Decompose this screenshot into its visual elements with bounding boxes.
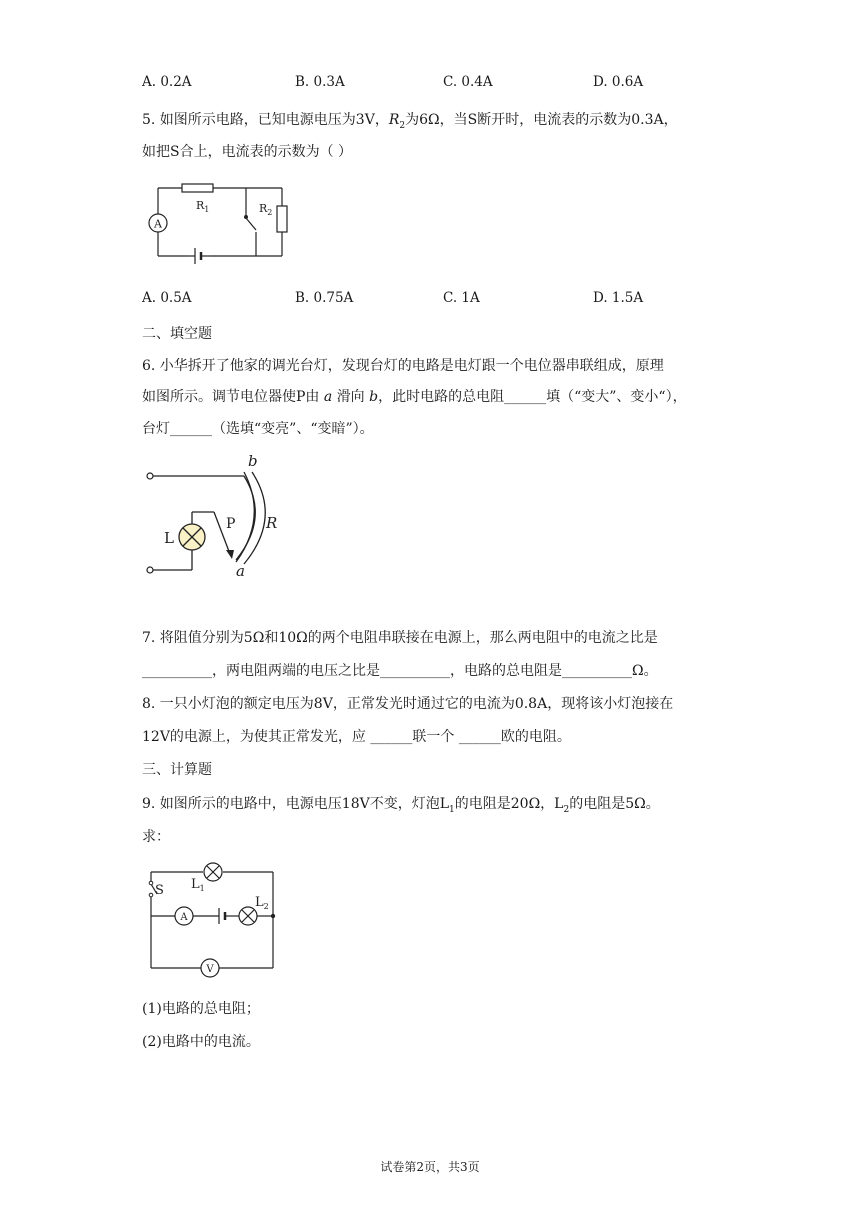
q5-option-c: C. 1A [443, 290, 480, 306]
terminal-b-label: b [248, 452, 258, 470]
q4-option-d: D. 0.6A [593, 74, 644, 90]
switch-pivot [244, 215, 248, 219]
q6-dimmer-circuit-diagram [140, 450, 300, 582]
q9-subquestion-2: (2)电路中的电流。 [142, 1034, 260, 1050]
q4-option-a: A. 0.2A [142, 74, 192, 90]
terminal-a-label: a [236, 562, 245, 580]
q7-question-line2: __________，两电阻两端的电压之比是__________，电路的总电阻是__________Ω。 [142, 663, 658, 679]
q4-option-c: C. 0.4A [443, 74, 493, 90]
q9-circuit-diagram [143, 858, 283, 978]
q8-question-line2: 12V的电源上，为使其正常发光，应 ______联一个 ______欧的电阻。 [142, 729, 571, 745]
l1-label: $L_1$ [191, 877, 205, 893]
q6-question-line1: 6. 小华拆开了他家的调光台灯，发现台灯的电路是电灯跟一个电位器串联组成，原理 [142, 358, 664, 374]
page-footer: 试卷第2页，共3页 [380, 1160, 480, 1174]
voltmeter-label: V [206, 964, 214, 975]
l2-label: $L_2$ [255, 895, 269, 911]
terminal-top [147, 473, 153, 479]
q5-option-a: A. 0.5A [142, 290, 192, 306]
q6-question-line2: 如图所示。调节电位器使P由 a 滑向 b，此时电路的总电阻______填（“变大”、变小“）， [142, 389, 687, 405]
section-2-title: 二、填空题 [142, 326, 212, 342]
switch-terminal [149, 881, 153, 885]
r2-label: $R_2$ [259, 202, 273, 217]
q5-question-line2: 如把S合上，电流表的示数为（ ） [142, 144, 353, 160]
q6-question-line3: 台灯______（选填“变亮”、“变暗”）。 [142, 421, 374, 437]
wiper-arrow-icon [226, 550, 234, 559]
q4-option-b: B. 0.3A [295, 74, 345, 90]
ammeter-label: A [180, 912, 188, 923]
q5-option-d: D. 1.5A [593, 290, 644, 306]
q5-option-b: B. 0.75A [295, 290, 354, 306]
section-3-title: 三、计算题 [142, 762, 212, 778]
terminal-bottom [147, 567, 153, 573]
ammeter-label: A [154, 217, 162, 231]
wiper-p-label: P [226, 516, 236, 532]
q9-subquestion-1: (1)电路的总电阻； [142, 1001, 260, 1017]
q9-question-line2: 求： [142, 829, 170, 845]
q7-question-line1: 7. 将阻值分别为5Ω和10Ω的两个电阻串联接在电源上，那么两电阻中的电流之比是 [142, 630, 658, 646]
q5-circuit-diagram [146, 180, 296, 266]
q5-question-line1: 5. 如图所示电路，已知电源电压为3V，$R_2$为6Ω，当S断开时，电流表的示数为0.3A， [142, 112, 678, 131]
lamp-l-label: L [164, 529, 174, 547]
switch-s-label: S [155, 883, 164, 898]
r1-label: $R_1$ [196, 199, 210, 214]
q8-question-line1: 8. 一只小灯泡的额定电压为8V，正常发光时通过它的电流为0.8A，现将该小灯泡接在 [142, 696, 674, 712]
rheostat-r-label: R [266, 514, 278, 532]
junction-dot [271, 914, 275, 918]
q9-question-line1: 9. 如图所示的电路中，电源电压18V不变，灯泡$L_1$的电阻是20Ω，$L_2$的电阻是5Ω。 [142, 796, 660, 815]
